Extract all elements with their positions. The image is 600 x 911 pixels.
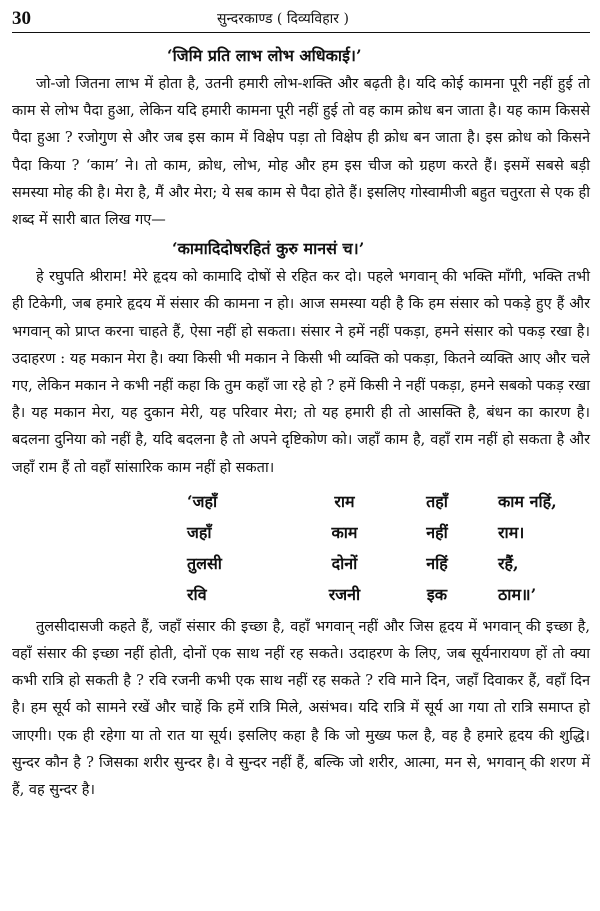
couplet-word: इक: [426, 584, 448, 604]
page-number: 30: [12, 8, 31, 29]
couplet-word: ठाम॥’: [498, 584, 537, 604]
couplet-word: नहिं: [426, 553, 448, 573]
couplet-word: रवि: [187, 584, 207, 604]
couplet-word: तुलसी: [187, 553, 222, 573]
paragraph-1: जो-जो जितना लाभ में होता है, उतनी हमारी लोभ-शक्ति और बढ़ती है। यदि कोई कामना पूरी नहीं हुई तो काम से लोभ पैदा हुआ, लेकिन यदि हमारी कामना पूरी नहीं हुई तो वह काम क्रोध बन जाता है। यह काम किससे पैदा हुआ ? रजोगुण से और जब इस काम में विक्षेप पड़ा तो विक्षेप ही क्रोध बन जाता है। इस क्रोध को किसने पैदा किया ? ‘काम’ ने। तो काम, क्रोध, लोभ, मोह और हम इस चीज को ग्रहण करते हैं। इसमें सबसे बड़ी समस्या मोह की है। मेरा है, मैं और मेरा; ये सब काम से पैदा होते हैं। इसलिए गोस्वामीजी बहुत चतुरता से एक ही शब्द में सारी बात लिख गए—: [12, 76, 590, 229]
paragraph-3: तुलसीदासजी कहते हैं, जहाँ संसार की इच्छा है, वहाँ भगवान् नहीं और जिस हृदय में भगवान् की इच्छा है, वहाँ संसार की इच्छा नहीं होती, दोनों एक साथ नहीं रह सकते। उदाहरण के लिए, जब सूर्यनारायण हों तो क्या कभी रात्रि हो सकती है ? रवि रजनी कभी एक साथ नहीं रह सकते ? रवि माने दिन, जहाँ दिवाकर हैं, वहाँ दिन है। हम सूर्य को सामने रखें और चाहें कि हमें रात्रि मिले, असंभव। यदि रात्रि में सूर्य आ गया तो रात्रि समाप्त हो जाएगी। एक ही रहेगा या तो रात या सूर्य। इसलिए कहा है कि जो मुख्य फल है, वह है हमारे हृदय की शुद्धि। सुन्दर कौन है ? जिसका शरीर सुन्दर है। वे सुन्दर नहीं हैं, बल्कि जो शरीर, आत्मा, मन से, भगवान् की शरण में हैं, वह सुन्दर है।: [12, 618, 590, 799]
couplet-line: [12, 548, 590, 579]
couplet-line: [12, 579, 590, 610]
couplet-word: नहीं: [426, 522, 448, 542]
couplet-word: जहाँ: [187, 522, 212, 542]
couplet-word: तहाँ: [426, 491, 448, 511]
couplet-word: दोनों: [331, 553, 358, 573]
couplet-line: [12, 486, 590, 517]
couplet-line: [12, 517, 590, 548]
couplet-word: रहैं,: [498, 553, 519, 573]
page-header: [12, 4, 590, 33]
couplet-word: राम: [334, 491, 355, 511]
couplet-word: काम: [331, 522, 358, 542]
couplet: [12, 486, 590, 610]
verse-quote-2: ‘कामादिदोषरहितं कुरु मानसं च।’: [172, 239, 365, 259]
running-title: सुन्दरकाण्ड ( दिव्यविहार ): [217, 11, 349, 27]
couplet-word: ‘जहाँ: [187, 491, 218, 511]
verse-quote-1: ‘जिमि प्रति लाभ लोभ अधिकाई।’: [167, 46, 362, 65]
paragraph-2: हे रघुपति श्रीराम! मेरे हृदय को कामादि दोषों से रहित कर दो। पहले भगवान् की भक्ति माँगी, भक्ति तभी ही टिकेगी, जब हमारे हृदय में संसार की कामना न हो। आज समस्या यही है कि हम संसार को पकड़े हुए हैं और भगवान् को प्राप्त करना चाहते हैं, ऐसा नहीं हो सकता। संसार ने हमें नहीं पकड़ा, हमने संसार को पकड़ रखा है। उदाहरण : यह मकान मेरा है। क्या किसी भी मकान ने किसी भी व्यक्ति को पकड़ा, कितने व्यक्ति आए और चले गए, लेकिन मकान ने कभी नहीं कहा कि तुम कहाँ जा रहे हो ? हमें किसी ने नहीं पकड़ा, हमने सबको पकड़ रखा है। यह मकान मेरा, यह दुकान मेरी, यह परिवार मेरा; तो यह हमारी ही तो आसक्ति है, बंधन का कारण है। बदलना दुनिया को नहीं है, यदि बदलना है तो अपने दृष्टिकोण को। जहाँ काम है, वहाँ राम नहीं हो सकता है और जहाँ राम हैं तो वहाँ सांसारिक काम नहीं हो सकता।: [12, 269, 590, 476]
couplet-word: रजनी: [328, 584, 361, 604]
couplet-word: काम नहिं,: [498, 491, 557, 511]
couplet-word: राम।: [498, 522, 525, 542]
